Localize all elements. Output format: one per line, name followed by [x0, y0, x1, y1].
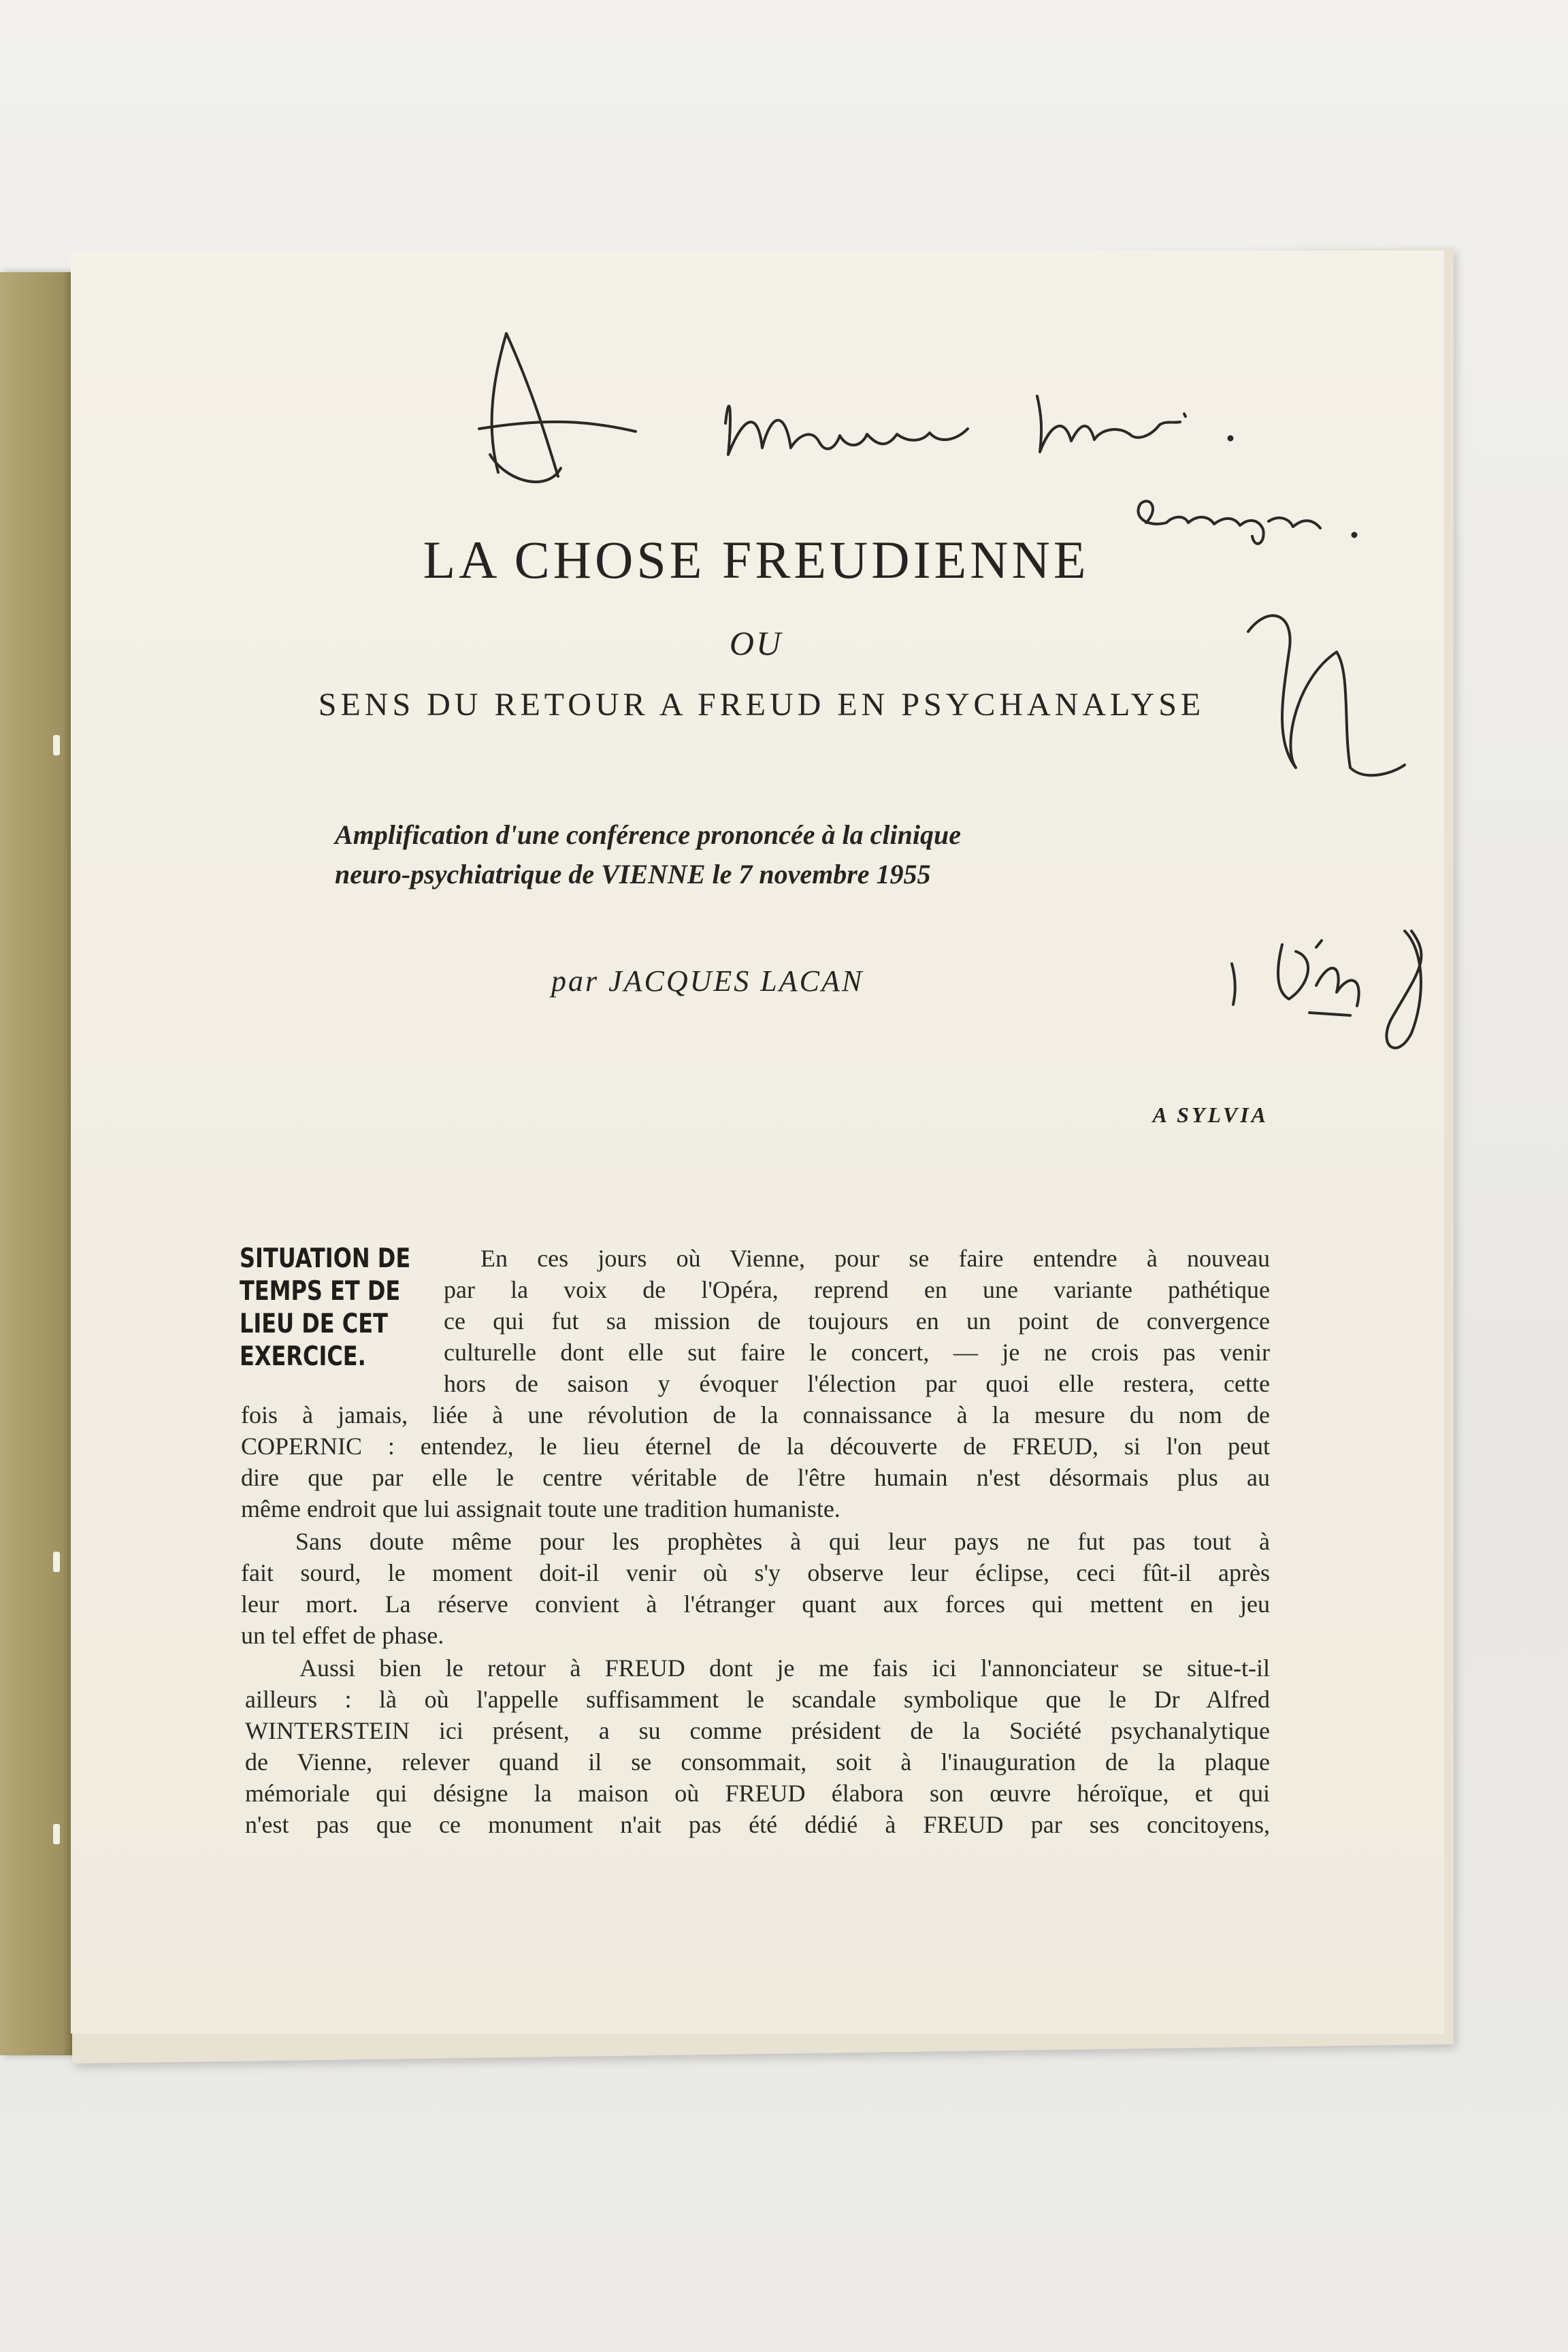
body-line: fait sourd, le moment doit-il venir où s'y observe leur éclipse, ceci fût-il après — [241, 1559, 1270, 1586]
document-subtitle: SENS DU RETOUR A FREUD EN PSYCHANALYSE — [318, 687, 1205, 723]
amplification-line: neuro-psychiatrique de VIENNE le 7 novembre 1955 — [335, 859, 931, 889]
body-line: par la voix de l'Opéra, reprend en une variante pathétique — [444, 1276, 1270, 1303]
side-heading-line: TEMPS ET DE — [240, 1276, 401, 1307]
body-line: même endroit que lui assignait toute une tradition humaniste. — [241, 1495, 840, 1522]
body-line: leur mort. La réserve convient à l'étranger quant aux forces qui mettent en jeu — [241, 1590, 1270, 1618]
section-side-heading — [240, 1243, 411, 1373]
binding-stitch — [53, 735, 60, 755]
document-page — [71, 250, 1444, 2034]
byline — [551, 964, 1028, 998]
side-heading-line: LIEU DE CET — [240, 1309, 388, 1339]
body-line: fois à jamais, liée à une révolution de la connaissance à la mesure du nom de — [241, 1401, 1270, 1428]
inscription-stroke-a — [479, 333, 636, 482]
inscription-stroke-monsieur — [725, 406, 968, 455]
dedication: A SYLVIA — [1152, 1102, 1269, 1127]
byline-prefix: par — [551, 964, 600, 998]
body-line: mémoriale qui désigne la maison où FREUD élabora son œuvre héroïque, et qui — [245, 1780, 1270, 1807]
amplification-line: Amplification d'une conférence prononcée à la clinique — [335, 819, 961, 850]
body-line: n'est pas que ce monument n'ait pas été dédié à FREUD par ses concitoyens, — [245, 1811, 1270, 1838]
binding-stitch — [53, 1552, 60, 1572]
inscription-stroke-date — [1232, 931, 1421, 1048]
body-line: un tel effet de phase. — [241, 1622, 444, 1649]
body-line: hors de saison y évoquer l'élection par quoi elle restera, cette — [444, 1370, 1270, 1397]
body-line: En ces jours où Vienne, pour se faire entendre à nouveau — [480, 1245, 1270, 1272]
body-line: Aussi bien le retour à FREUD dont je me fais ici l'annonciateur se situe-t-il — [299, 1654, 1270, 1682]
binding-stitch — [53, 1824, 60, 1844]
title-connector: OU — [729, 624, 783, 662]
side-heading-line: SITUATION DE — [240, 1243, 411, 1274]
body-line: dire que par elle le centre véritable de l'être humain n'est désormais plus au — [241, 1464, 1270, 1491]
body-line: WINTERSTEIN ici présent, a su comme président de la Société psychanalytique — [245, 1717, 1270, 1744]
body-line: ailleurs : là où l'appelle suffisamment le scandale symbolique que le Dr Alfred — [245, 1686, 1270, 1713]
body-line: ce qui fut sa mission de toujours en un point de convergence — [444, 1307, 1270, 1335]
body-line: de Vienne, relever quand il se consommait, soit à l'inauguration de la plaque — [245, 1748, 1270, 1776]
author-name: JACQUES LACAN — [608, 964, 864, 998]
book-cover-cloth — [0, 272, 74, 2055]
side-heading-line: EXERCICE. — [240, 1341, 366, 1372]
body-line: culturelle dont elle sut faire le concert, — je ne crois pas venir — [444, 1339, 1270, 1366]
body-line: COPERNIC : entendez, le lieu éternel de la découverte de FREUD, si l'on peut — [241, 1433, 1270, 1460]
amplification-note — [335, 815, 1220, 894]
inscription-stroke-mori — [1037, 396, 1186, 452]
body-line: Sans doute même pour les prophètes à qui leur pays ne fut pas tout à — [295, 1528, 1270, 1555]
document-title: LA CHOSE FREUDIENNE — [423, 530, 1090, 589]
